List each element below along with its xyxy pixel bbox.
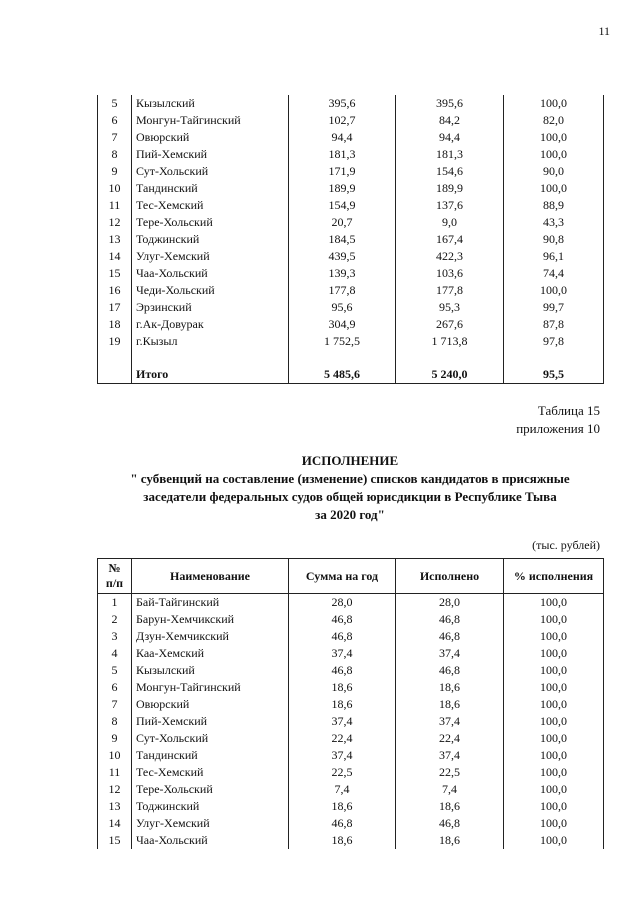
table-row — [98, 781, 604, 798]
row-number: 9 — [98, 730, 132, 747]
table-row — [98, 696, 604, 713]
header-sum: Сумма на год — [289, 559, 396, 594]
row-sum: 18,6 — [289, 798, 396, 815]
row-percent: 97,8 — [504, 333, 604, 350]
spacer-cell — [504, 350, 604, 366]
table-2-body — [98, 594, 604, 850]
row-percent: 90,8 — [504, 231, 604, 248]
table-row — [98, 197, 604, 214]
row-number: 9 — [98, 163, 132, 180]
header-name: Наименование — [132, 559, 289, 594]
row-sum: 304,9 — [289, 316, 396, 333]
row-number: 18 — [98, 316, 132, 333]
row-done: 18,6 — [396, 696, 504, 713]
row-done: 177,8 — [396, 282, 504, 299]
header-no-line1: № — [108, 561, 121, 575]
row-percent: 100,0 — [504, 815, 604, 832]
row-done: 46,8 — [396, 815, 504, 832]
spacer-cell — [98, 350, 132, 366]
row-name: Овюрский — [132, 129, 289, 146]
table-row — [98, 730, 604, 747]
row-sum: 18,6 — [289, 696, 396, 713]
row-done: 46,8 — [396, 611, 504, 628]
row-percent: 100,0 — [504, 679, 604, 696]
row-number: 12 — [98, 781, 132, 798]
row-name: Улуг-Хемский — [132, 815, 289, 832]
row-percent: 100,0 — [504, 129, 604, 146]
row-number: 10 — [98, 180, 132, 197]
row-number: 8 — [98, 146, 132, 163]
row-percent: 100,0 — [504, 781, 604, 798]
total-row — [98, 366, 604, 384]
row-name: Тандинский — [132, 747, 289, 764]
row-percent: 100,0 — [504, 628, 604, 645]
row-number: 10 — [98, 747, 132, 764]
row-sum: 439,5 — [289, 248, 396, 265]
row-sum: 28,0 — [289, 594, 396, 612]
row-percent: 100,0 — [504, 645, 604, 662]
spacer-cell — [396, 350, 504, 366]
row-name: Чаа-Хольский — [132, 832, 289, 849]
row-percent: 100,0 — [504, 730, 604, 747]
row-done: 7,4 — [396, 781, 504, 798]
row-name: Тоджинский — [132, 798, 289, 815]
row-sum: 22,4 — [289, 730, 396, 747]
row-sum: 20,7 — [289, 214, 396, 231]
total-label: Итого — [132, 366, 289, 384]
row-name: Эрзинский — [132, 299, 289, 316]
row-sum: 189,9 — [289, 180, 396, 197]
row-number: 17 — [98, 299, 132, 316]
row-done: 137,6 — [396, 197, 504, 214]
row-done: 181,3 — [396, 146, 504, 163]
spacer-cell — [132, 350, 289, 366]
row-name: Тандинский — [132, 180, 289, 197]
row-sum: 177,8 — [289, 282, 396, 299]
table-row — [98, 231, 604, 248]
row-name: Кызылский — [132, 662, 289, 679]
row-done: 422,3 — [396, 248, 504, 265]
row-name: Тере-Хольский — [132, 781, 289, 798]
table-row — [98, 628, 604, 645]
table-row — [98, 747, 604, 764]
table-row — [98, 662, 604, 679]
row-percent: 100,0 — [504, 747, 604, 764]
row-sum: 46,8 — [289, 628, 396, 645]
row-sum: 46,8 — [289, 662, 396, 679]
row-done: 46,8 — [396, 628, 504, 645]
row-number: 3 — [98, 628, 132, 645]
row-percent: 100,0 — [504, 282, 604, 299]
table-2-header-row — [98, 559, 604, 594]
row-number: 1 — [98, 594, 132, 612]
row-number: 6 — [98, 679, 132, 696]
table-row — [98, 248, 604, 265]
row-sum: 94,4 — [289, 129, 396, 146]
row-number: 11 — [98, 197, 132, 214]
row-sum: 139,3 — [289, 265, 396, 282]
total-percent: 95,5 — [504, 366, 604, 384]
table-row — [98, 316, 604, 333]
row-percent: 90,0 — [504, 163, 604, 180]
row-done: 189,9 — [396, 180, 504, 197]
row-number: 8 — [98, 713, 132, 730]
row-number: 15 — [98, 832, 132, 849]
row-done: 18,6 — [396, 679, 504, 696]
row-sum: 37,4 — [289, 645, 396, 662]
table-row — [98, 163, 604, 180]
table-row — [98, 594, 604, 612]
row-name: Пий-Хемский — [132, 146, 289, 163]
row-done: 18,6 — [396, 832, 504, 849]
row-done: 1 713,8 — [396, 333, 504, 350]
table-row — [98, 679, 604, 696]
header-done: Исполнено — [396, 559, 504, 594]
table-row — [98, 95, 604, 112]
table-label-line1: Таблица 15 — [537, 403, 600, 418]
table-row — [98, 112, 604, 129]
row-percent: 100,0 — [504, 764, 604, 781]
title-line2: " субвенций на составление (изменение) списков кандидатов в присяжные — [130, 471, 570, 486]
row-name: Чаа-Хольский — [132, 265, 289, 282]
row-percent: 100,0 — [504, 713, 604, 730]
spacer-cell — [289, 350, 396, 366]
row-number: 7 — [98, 129, 132, 146]
row-percent: 82,0 — [504, 112, 604, 129]
table-row — [98, 611, 604, 628]
row-name: Тес-Хемский — [132, 764, 289, 781]
row-percent: 100,0 — [504, 696, 604, 713]
header-pct: % исполнения — [504, 559, 604, 594]
row-sum: 37,4 — [289, 747, 396, 764]
row-sum: 22,5 — [289, 764, 396, 781]
row-percent: 100,0 — [504, 594, 604, 612]
row-name: Тес-Хемский — [132, 197, 289, 214]
row-sum: 154,9 — [289, 197, 396, 214]
row-done: 167,4 — [396, 231, 504, 248]
row-percent: 88,9 — [504, 197, 604, 214]
row-percent: 100,0 — [504, 832, 604, 849]
row-percent: 100,0 — [504, 146, 604, 163]
row-done: 28,0 — [396, 594, 504, 612]
row-name: Сут-Хольский — [132, 163, 289, 180]
table-row — [98, 713, 604, 730]
row-name: г.Кызыл — [132, 333, 289, 350]
row-name: Барун-Хемчикский — [132, 611, 289, 628]
row-name: Улуг-Хемский — [132, 248, 289, 265]
row-number: 14 — [98, 248, 132, 265]
row-name: Сут-Хольский — [132, 730, 289, 747]
table-row — [98, 282, 604, 299]
row-sum: 18,6 — [289, 832, 396, 849]
row-sum: 95,6 — [289, 299, 396, 316]
row-percent: 43,3 — [504, 214, 604, 231]
row-sum: 181,3 — [289, 146, 396, 163]
page-number: 11 — [598, 24, 610, 38]
row-name: Бай-Тайгинский — [132, 594, 289, 612]
row-number: 2 — [98, 611, 132, 628]
row-number: 4 — [98, 645, 132, 662]
row-percent: 99,7 — [504, 299, 604, 316]
table-2 — [97, 558, 604, 849]
row-done: 22,5 — [396, 764, 504, 781]
total-sum: 5 485,6 — [289, 366, 396, 384]
row-done: 22,4 — [396, 730, 504, 747]
row-sum: 1 752,5 — [289, 333, 396, 350]
table-row — [98, 180, 604, 197]
row-percent: 74,4 — [504, 265, 604, 282]
row-sum: 102,7 — [289, 112, 396, 129]
row-percent: 100,0 — [504, 180, 604, 197]
row-name: Овюрский — [132, 696, 289, 713]
row-percent: 100,0 — [504, 798, 604, 815]
units-label: (тыс. рублей) — [532, 538, 600, 552]
table-1-body — [98, 95, 604, 384]
row-percent: 100,0 — [504, 662, 604, 679]
row-sum: 171,9 — [289, 163, 396, 180]
table-row — [98, 764, 604, 781]
row-percent: 87,8 — [504, 316, 604, 333]
row-number: 5 — [98, 95, 132, 112]
row-done: 37,4 — [396, 747, 504, 764]
table-row — [98, 815, 604, 832]
row-name: Кызылский — [132, 95, 289, 112]
row-done: 37,4 — [396, 713, 504, 730]
table-row — [98, 299, 604, 316]
row-done: 267,6 — [396, 316, 504, 333]
table-1 — [97, 95, 604, 384]
title-line1: ИСПОЛНЕНИЕ — [301, 453, 399, 468]
row-percent: 96,1 — [504, 248, 604, 265]
row-done: 94,4 — [396, 129, 504, 146]
row-number: 7 — [98, 696, 132, 713]
row-done: 103,6 — [396, 265, 504, 282]
header-no — [98, 559, 132, 594]
row-number: 11 — [98, 764, 132, 781]
row-number: 14 — [98, 815, 132, 832]
table-row — [98, 798, 604, 815]
row-name: г.Ак-Довурак — [132, 316, 289, 333]
row-name: Каа-Хемский — [132, 645, 289, 662]
row-sum: 395,6 — [289, 95, 396, 112]
row-done: 84,2 — [396, 112, 504, 129]
table-row — [98, 645, 604, 662]
row-sum: 46,8 — [289, 611, 396, 628]
row-number: 19 — [98, 333, 132, 350]
row-sum: 184,5 — [289, 231, 396, 248]
row-name: Монгун-Тайгинский — [132, 112, 289, 129]
row-name: Чеди-Хольский — [132, 282, 289, 299]
total-done: 5 240,0 — [396, 366, 504, 384]
row-number: 6 — [98, 112, 132, 129]
title-line3: заседатели федеральных судов общей юрисдикции в Республике Тыва — [143, 489, 557, 504]
row-number: 15 — [98, 265, 132, 282]
row-number: 5 — [98, 662, 132, 679]
row-done: 37,4 — [396, 645, 504, 662]
row-sum: 46,8 — [289, 815, 396, 832]
row-done: 18,6 — [396, 798, 504, 815]
row-sum: 37,4 — [289, 713, 396, 730]
row-name: Монгун-Тайгинский — [132, 679, 289, 696]
table-row — [98, 146, 604, 163]
header-no-line2: п/п — [105, 576, 124, 590]
spacer-row — [98, 350, 604, 366]
table-row — [98, 214, 604, 231]
row-done: 46,8 — [396, 662, 504, 679]
row-name: Дзун-Хемчикский — [132, 628, 289, 645]
row-done: 154,6 — [396, 163, 504, 180]
row-number: 13 — [98, 231, 132, 248]
row-sum: 18,6 — [289, 679, 396, 696]
table-row — [98, 129, 604, 146]
row-name: Тоджинский — [132, 231, 289, 248]
row-number: 12 — [98, 214, 132, 231]
table-row — [98, 832, 604, 849]
row-name: Пий-Хемский — [132, 713, 289, 730]
table-label-line2: приложения 10 — [516, 421, 600, 436]
row-done: 9,0 — [396, 214, 504, 231]
row-percent: 100,0 — [504, 95, 604, 112]
row-number: 16 — [98, 282, 132, 299]
row-sum: 7,4 — [289, 781, 396, 798]
row-done: 395,6 — [396, 95, 504, 112]
row-number: 13 — [98, 798, 132, 815]
title-line4: за 2020 год" — [315, 507, 385, 522]
table-row — [98, 265, 604, 282]
total-number — [98, 366, 132, 384]
row-percent: 100,0 — [504, 611, 604, 628]
row-name: Тере-Хольский — [132, 214, 289, 231]
table-row — [98, 333, 604, 350]
row-done: 95,3 — [396, 299, 504, 316]
